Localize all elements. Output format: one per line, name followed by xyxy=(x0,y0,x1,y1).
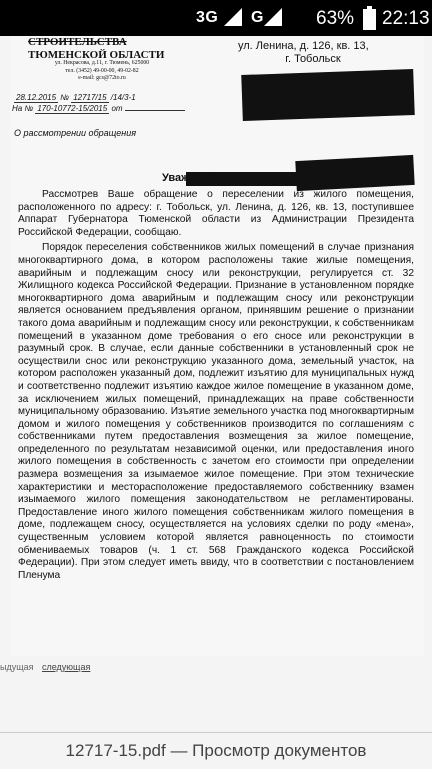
reg-suffix: /14/3-1 xyxy=(110,93,136,102)
reg-date: 28.12.2015 xyxy=(16,93,57,102)
org-address-line: e-mail: gcs@72to.ru xyxy=(78,75,126,81)
recipient-address xyxy=(238,40,388,66)
ref-date-blank xyxy=(125,110,185,111)
status-bar xyxy=(0,0,432,36)
clock: 22:13 xyxy=(382,8,430,29)
org-line-2: ТЮМЕНСКОЙ ОБЛАСТИ xyxy=(28,49,165,61)
org-header xyxy=(28,36,165,62)
signal-strength-icon xyxy=(224,8,242,26)
reference-line xyxy=(12,104,185,114)
ref-from: от xyxy=(111,104,123,113)
reg-number: 12717/15 xyxy=(73,93,107,102)
document-page[interactable] xyxy=(10,36,424,656)
greeting: Уважаемая xyxy=(162,172,222,184)
org-line-1: СТРОИТЕЛЬСТВА xyxy=(28,36,127,48)
org-address-line: ул. Некрасова, д.11, г. Тюмень, 625000 xyxy=(54,60,150,66)
network-type-1: 3G xyxy=(196,9,219,26)
redaction-mark xyxy=(241,69,415,121)
org-address xyxy=(32,60,172,83)
app-title-bar xyxy=(0,732,432,769)
recipient-line-2: г. Тобольск xyxy=(285,53,341,65)
recipient-line-1: ул. Ленина, д. 126, кв. 13, xyxy=(238,40,369,52)
redaction-mark xyxy=(295,155,414,191)
reg-no-label: № xyxy=(60,93,69,102)
battery-percent: 63% xyxy=(316,8,355,29)
next-page-link[interactable]: следующая xyxy=(42,662,91,672)
ref-number: 170-10772-15/2015 xyxy=(37,104,108,113)
network-type-2: G xyxy=(251,9,264,26)
document-viewer[interactable] xyxy=(0,36,432,732)
battery-icon xyxy=(363,9,376,30)
page-navigation xyxy=(0,656,432,680)
signal-strength-icon xyxy=(264,8,282,26)
previous-page-link[interactable]: ыдущая xyxy=(0,662,34,672)
letter-subject: О рассмотрении обращения xyxy=(14,128,137,138)
org-address-line: тел. (3452) 49-00-00, 49-02-82 xyxy=(65,67,139,74)
registration-line xyxy=(14,93,136,103)
ref-label: На № xyxy=(12,104,34,113)
paragraph: Рассмотрев Ваше обращение о переселении из жилого помещения, расположенного по адресу: г. Тобольск, ул. Ленина, д. 126, кв. 13, поступившее Аппарат Губернатора Тюменской области из Администрации Президента Российской Федерации, сообщаю. xyxy=(18,189,414,238)
paragraph: Порядок переселения собственников жилых помещений в случае признания многоквартирного дома, в котором расположены такие жилые помещения, аварийным и подлежащим сносу или реконструкции, регулируется ст. 32 Жилищного кодекса Российской Федерации. Признание в установленном порядке многоквартирного дома аварийным и подлежащим сносу или реконструкции является основанием предъявления органом, принявшим решение о признании такого дома аварийным и подлежащим сносу или реконструкции, к собственникам помещений в указанном доме требования о его сносе или реконструкции в разумный срок. В случае, если данные собственники в установленный срок не осуществили снос или реконструкцию указанного дома, земельный участок, на котором расположен указанный дом, подлежит изъятию для муниципальных нужд и соответственно подлежит изъятию каждое жилое помещение в указанном доме, за исключением жилых помещений, принадлежащих на праве собственности муниципальному образованию. Изъятие земельного участка под многоквартирным домом и жилого помещения у собственников производится по соглашениям с собственниками путем предоставления возмещения за жилое помещение, определенного по результатам независимой оценки, или предоставления иного жилого помещения в собственность с зачетом его стоимости при определении размера возмещения за изымаемое жилое помещение. При этом технические характеристики и месторасположение предоставляемого собственнику взамен изымаемого жилого помещения законодательством не регламентированы. Предоставление иного жилого помещения собственникам жилого помещения в доме, подлежащем сносу, осуществляется на условиях сделки по роду «мена», существенным условием которой является равноценность по стоимости обмениваемых товаров (ч. 1 ст. 568 Гражданского кодекса Российской Федерации). При этом следует иметь ввиду, что в соответствии с постановлением Пленума xyxy=(18,242,414,581)
document-title: 12717-15.pdf — Просмотр документов xyxy=(65,741,367,760)
letter-body xyxy=(18,189,414,585)
